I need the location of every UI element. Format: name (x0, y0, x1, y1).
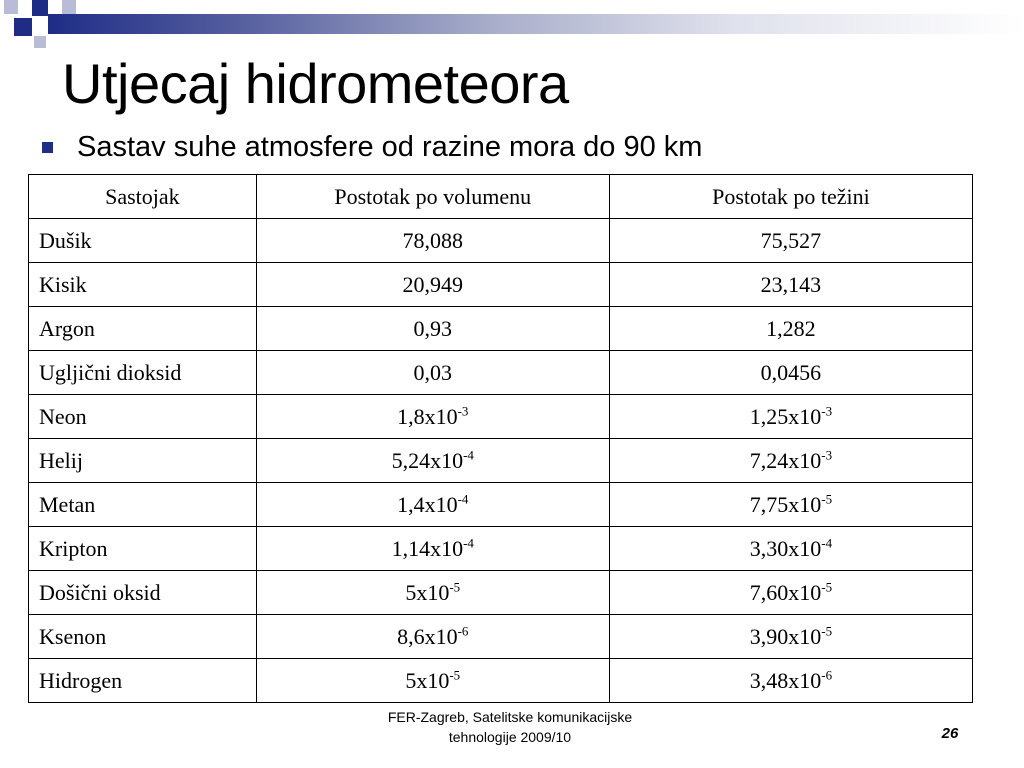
value-base: 7,75x10 (749, 491, 822, 517)
table-row (29, 483, 973, 527)
value-base: 23,143 (760, 271, 822, 297)
footer-line-1: FER-Zagreb, Satelitske komunikacijske (387, 709, 633, 725)
table-header-row (29, 175, 973, 219)
value-base: 7,24x10 (749, 447, 822, 473)
value-base: 0,03 (413, 359, 453, 385)
value-exponent: -5 (449, 579, 461, 595)
value-exponent: -5 (449, 667, 461, 683)
weight-percent-cell (609, 351, 972, 395)
volume-percent-cell (256, 483, 609, 527)
value-base: 3,30x10 (749, 535, 822, 561)
volume-percent-cell (256, 307, 609, 351)
weight-percent-cell (609, 527, 972, 571)
value-base: 3,48x10 (749, 667, 822, 693)
value-base: 78,088 (402, 227, 464, 253)
value-exponent: -3 (821, 403, 833, 419)
weight-percent-cell (609, 307, 972, 351)
value-base: 1,14x10 (391, 535, 464, 561)
table-row (29, 307, 973, 351)
weight-percent-cell (609, 263, 972, 307)
component-name-cell: Helij (29, 439, 257, 483)
value-base: 8,6x10 (397, 623, 458, 649)
weight-percent-cell (609, 219, 972, 263)
value-base: 0,93 (413, 315, 453, 341)
volume-percent-cell (256, 395, 609, 439)
page-number: 26 (941, 725, 959, 742)
table-row (29, 659, 973, 703)
column-header: Postotak po volumenu (256, 175, 609, 219)
component-name-cell: Dušik (29, 219, 257, 263)
weight-percent-cell (609, 439, 972, 483)
component-name-cell: Ugljični dioksid (29, 351, 257, 395)
table-row (29, 439, 973, 483)
value-exponent: -4 (463, 447, 474, 463)
weight-percent-cell (609, 659, 972, 703)
value-exponent: -3 (821, 447, 833, 463)
component-name-cell: Došični oksid (29, 571, 257, 615)
value-base: 5x10 (405, 579, 450, 605)
volume-percent-cell (256, 219, 609, 263)
value-base: 3,90x10 (749, 623, 822, 649)
weight-percent-cell (609, 571, 972, 615)
component-name-cell: Ksenon (29, 615, 257, 659)
table-row (29, 351, 973, 395)
value-base: 5x10 (405, 667, 450, 693)
value-base: 1,282 (766, 315, 816, 341)
component-name-cell: Metan (29, 483, 257, 527)
weight-percent-cell (609, 615, 972, 659)
table-row (29, 263, 973, 307)
component-name-cell: Kripton (29, 527, 257, 571)
component-name-cell: Hidrogen (29, 659, 257, 703)
slide-title: Utjecaj hidrometeora (62, 52, 569, 115)
component-name-cell: Kisik (29, 263, 257, 307)
value-exponent: -6 (457, 623, 469, 639)
value-exponent: -4 (463, 535, 474, 551)
value-exponent: -3 (457, 403, 469, 419)
value-exponent: -5 (821, 579, 833, 595)
header-gradient-bar (48, 14, 1024, 34)
value-base: 0,0456 (760, 359, 822, 385)
value-base: 1,4x10 (397, 491, 458, 517)
table-row (29, 571, 973, 615)
value-exponent: -6 (821, 667, 833, 683)
table-row (29, 395, 973, 439)
volume-percent-cell (256, 659, 609, 703)
composition-table (28, 174, 973, 703)
value-base: 5,24x10 (391, 447, 464, 473)
column-header: Postotak po težini (609, 175, 972, 219)
square-bullet-icon (42, 142, 53, 153)
volume-percent-cell (256, 571, 609, 615)
value-base: 7,60x10 (749, 579, 822, 605)
value-exponent: -5 (821, 623, 833, 639)
value-base: 1,25x10 (749, 403, 822, 429)
component-name-cell: Argon (29, 307, 257, 351)
footer-text (330, 707, 690, 747)
value-exponent: -4 (457, 491, 469, 507)
table-row (29, 615, 973, 659)
table-row (29, 527, 973, 571)
value-base: 75,527 (760, 227, 822, 253)
value-exponent: -5 (821, 491, 833, 507)
footer-line-2: tehnologije 2009/10 (448, 729, 572, 745)
bullet-text: Sastav suhe atmosfere od razine mora do 90 km (77, 130, 703, 163)
table-row (29, 219, 973, 263)
volume-percent-cell (256, 615, 609, 659)
column-header: Sastojak (29, 175, 257, 219)
volume-percent-cell (256, 527, 609, 571)
volume-percent-cell (256, 263, 609, 307)
weight-percent-cell (609, 483, 972, 527)
value-exponent: -4 (821, 535, 833, 551)
volume-percent-cell (256, 439, 609, 483)
component-name-cell: Neon (29, 395, 257, 439)
value-base: 1,8x10 (397, 403, 458, 429)
weight-percent-cell (609, 395, 972, 439)
volume-percent-cell (256, 351, 609, 395)
value-base: 20,949 (402, 271, 464, 297)
bullet-point (42, 127, 702, 167)
